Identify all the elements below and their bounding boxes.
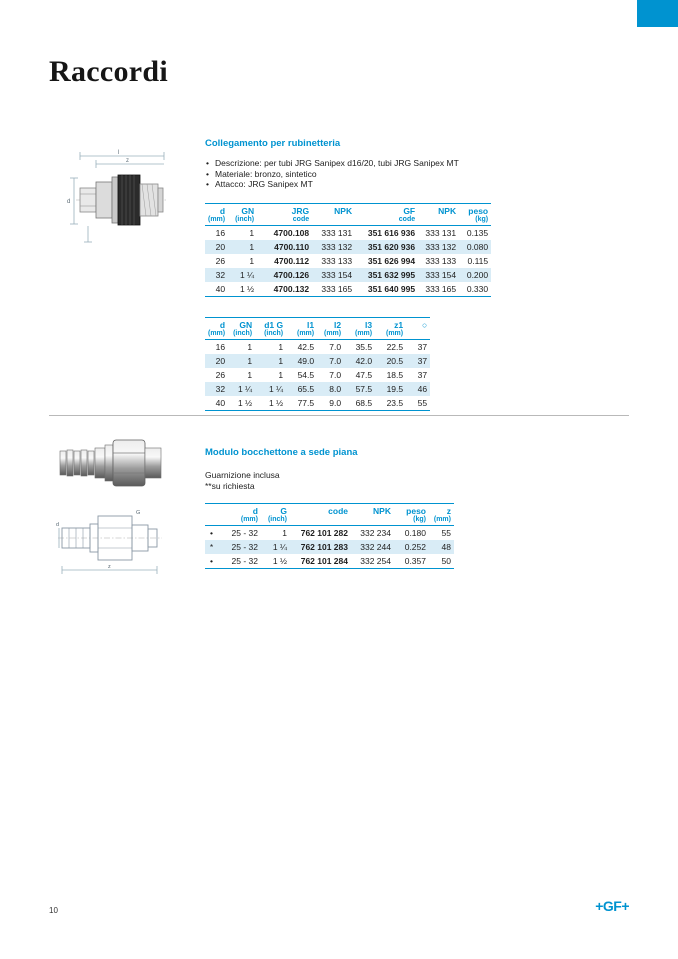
table-row xyxy=(205,382,430,396)
table-row xyxy=(205,396,430,411)
column-unit: (mm) xyxy=(375,330,406,340)
table-cell: 42.0 xyxy=(344,354,375,368)
column-unit: (inch) xyxy=(228,330,255,340)
table-cell: 46 xyxy=(406,382,430,396)
table-cell: 4700.112 xyxy=(274,255,310,266)
table-cell: 0.357 xyxy=(404,556,426,566)
column-unit: (inch) xyxy=(261,516,290,526)
table-cell: 1 ¼ xyxy=(255,382,286,396)
table-cell: 1 xyxy=(255,354,286,368)
table-cell: 25 - 32 xyxy=(231,528,258,538)
column-unit: (mm) xyxy=(344,330,375,340)
module-order-table xyxy=(205,503,454,569)
table-cell: 4700.110 xyxy=(257,240,312,254)
table-cell: 351 616 936 xyxy=(367,227,416,238)
column-header: code xyxy=(328,506,348,516)
table-cell: 54.5 xyxy=(297,369,315,380)
table-cell: 333 132 xyxy=(418,240,459,254)
table-cell: 1 xyxy=(228,354,255,368)
table-cell: 1 xyxy=(249,255,255,266)
column-unit: (inch) xyxy=(255,330,286,340)
table-cell: 1 ¼ xyxy=(228,382,255,396)
table-cell: 37 xyxy=(417,369,428,380)
table-cell: 37 xyxy=(417,341,428,352)
column-header: z1 xyxy=(394,319,404,330)
table-row xyxy=(205,540,454,554)
column-header: l2 xyxy=(334,319,342,330)
table-row xyxy=(205,354,430,368)
table-cell: 333 154 xyxy=(312,268,355,282)
column-header: d xyxy=(219,205,226,216)
table-cell: 333 133 xyxy=(321,255,353,266)
table-cell: 333 131 xyxy=(321,227,353,238)
table-cell: 18.5 xyxy=(386,369,404,380)
column-unit xyxy=(290,516,351,526)
column-header: GF xyxy=(403,205,416,216)
table-cell: 4700.132 xyxy=(273,283,310,294)
table-cell: 26 xyxy=(215,369,226,380)
table-cell: 68.5 xyxy=(355,397,373,408)
table-cell: 16 xyxy=(215,227,226,238)
table-cell: 37 xyxy=(406,354,430,368)
table-cell: 26 xyxy=(215,255,226,266)
column-header: d1 G xyxy=(264,319,284,330)
table-cell: 762 101 282 xyxy=(300,528,348,538)
fitting-section-drawing xyxy=(66,146,182,250)
table-cell: 7.0 xyxy=(317,354,344,368)
notes-block xyxy=(205,470,497,491)
table-cell: 332 254 xyxy=(360,556,391,566)
table-cell: 351 620 936 xyxy=(355,240,418,254)
column-unit xyxy=(351,516,394,526)
table-cell: 1 ½ xyxy=(237,397,253,408)
table-cell: 4700.126 xyxy=(257,268,312,282)
column-header: d xyxy=(252,506,258,516)
table-cell: 55 xyxy=(417,397,428,408)
table-cell: 1 xyxy=(228,240,257,254)
column-header: peso xyxy=(406,506,426,516)
table-cell: 1 xyxy=(282,528,287,538)
table-cell: 351 632 995 xyxy=(355,268,418,282)
table-cell: 0.080 xyxy=(459,240,491,254)
section-heading: Collegamento per rubinetteria xyxy=(205,138,341,149)
dim-label-z: z xyxy=(108,564,111,570)
section-heading: Modulo bocchettone a sede piana xyxy=(205,447,358,458)
column-unit: code xyxy=(355,216,418,226)
table-cell: 0.115 xyxy=(467,255,489,266)
bullet-item: • Materiale: bronzo, sintetico xyxy=(206,169,497,180)
column-header: NPK xyxy=(438,205,457,216)
table-cell: 333 165 xyxy=(321,283,353,294)
table-cell: 19.5 xyxy=(375,382,406,396)
column-header: peso xyxy=(468,205,489,216)
table-cell: 25 - 32 xyxy=(218,540,261,554)
dim-label-l: l xyxy=(118,150,120,156)
column-header: NPK xyxy=(373,506,391,516)
note-guarnizione: Guarnizione inclusa xyxy=(205,470,280,480)
note-su-richiesta: **su richiesta xyxy=(205,480,255,491)
table-cell: 49.0 xyxy=(286,354,317,368)
table-cell: 50 xyxy=(441,556,451,566)
table-cell: 762 101 284 xyxy=(300,556,348,566)
bullet-item: • Attacco: JRG Sanipex MT xyxy=(206,179,497,190)
table-cell: 20 xyxy=(205,240,228,254)
column-header: l3 xyxy=(365,319,373,330)
table-cell: 48 xyxy=(429,540,454,554)
section-divider xyxy=(49,415,629,416)
order-codes-table xyxy=(205,203,491,297)
table-cell: 0.330 xyxy=(466,283,489,294)
column-unit: (kg) xyxy=(459,216,491,226)
table-cell: 1 ½ xyxy=(239,283,255,294)
table-cell: 351 640 995 xyxy=(367,283,416,294)
table-cell: 333 165 xyxy=(425,283,457,294)
table-cell: 23.5 xyxy=(386,397,404,408)
table-cell: 7.0 xyxy=(329,341,342,352)
table-cell: 25 - 32 xyxy=(231,556,258,566)
table-cell: 1 ½ xyxy=(272,556,287,566)
table-cell: 1 xyxy=(247,369,253,380)
column-header: GN xyxy=(241,205,255,216)
table-cell: 8.0 xyxy=(317,382,344,396)
column-unit: code xyxy=(257,216,312,226)
column-unit: (kg) xyxy=(394,516,429,526)
table-cell: 40 xyxy=(215,283,226,294)
table-cell: 1 xyxy=(278,369,284,380)
dim-label-d: d xyxy=(56,522,60,528)
table-row xyxy=(205,254,491,268)
fitting-photo-image xyxy=(56,431,170,495)
table-cell: 20 xyxy=(205,354,228,368)
column-header: JRG xyxy=(291,205,310,216)
table-row xyxy=(205,554,454,569)
dim-label-d: d xyxy=(67,199,71,205)
column-header: ○ xyxy=(421,319,428,330)
column-header: d xyxy=(219,319,226,330)
column-header: GN xyxy=(239,319,253,330)
column-unit: (mm) xyxy=(317,330,344,340)
column-header: NPK xyxy=(334,205,353,216)
column-unit: (mm) xyxy=(429,516,454,526)
column-unit: (mm) xyxy=(218,516,261,526)
column-header xyxy=(205,504,218,517)
table-cell: 4700.108 xyxy=(273,227,310,238)
description-bullet-list xyxy=(206,158,497,190)
table-row xyxy=(205,268,491,282)
corner-accent-block xyxy=(637,0,678,27)
table-cell: 40 xyxy=(215,397,226,408)
page-number: 10 xyxy=(49,906,58,915)
table-row xyxy=(205,526,454,541)
table-cell: 77.5 xyxy=(297,397,315,408)
page-title: Raccordi xyxy=(49,55,169,88)
table-cell: 0.200 xyxy=(459,268,491,282)
table-cell: 1 xyxy=(247,341,253,352)
column-header: z xyxy=(446,506,451,516)
column-unit: (mm) xyxy=(205,330,228,340)
fitting-outline-drawing xyxy=(56,502,172,577)
table-cell: 1 ½ xyxy=(268,397,284,408)
column-unit: (mm) xyxy=(205,216,228,226)
table-cell: • xyxy=(210,528,213,538)
column-unit: (inch) xyxy=(228,216,257,226)
dimensions-table xyxy=(205,317,430,411)
table-cell: 351 626 994 xyxy=(367,255,416,266)
table-cell: 1 ¼ xyxy=(261,540,290,554)
table-cell: 22.5 xyxy=(386,341,404,352)
table-cell: 332 234 xyxy=(360,528,391,538)
dim-label-z: z xyxy=(126,158,129,164)
table-cell: 1 xyxy=(278,341,284,352)
column-header: G xyxy=(280,506,287,516)
table-row xyxy=(205,339,430,354)
table-cell: 1 xyxy=(249,227,255,238)
table-cell: 0.252 xyxy=(394,540,429,554)
table-cell: 332 244 xyxy=(351,540,394,554)
table-cell: * xyxy=(205,540,218,554)
table-cell: 333 133 xyxy=(425,255,457,266)
column-unit xyxy=(406,330,430,340)
table-cell: 65.5 xyxy=(286,382,317,396)
column-unit xyxy=(418,216,459,226)
column-unit: (mm) xyxy=(286,330,317,340)
table-cell: 47.5 xyxy=(355,369,373,380)
table-cell: 32 xyxy=(205,268,228,282)
column-unit xyxy=(312,216,355,226)
table-cell: 333 132 xyxy=(312,240,355,254)
column-unit xyxy=(205,516,218,526)
table-cell: 333 131 xyxy=(425,227,457,238)
table-cell: 57.5 xyxy=(344,382,375,396)
section-bocchettone xyxy=(205,447,497,569)
table-cell: 9.0 xyxy=(329,397,342,408)
table-cell: 7.0 xyxy=(329,369,342,380)
table-cell: 333 154 xyxy=(418,268,459,282)
section-rubinetteria xyxy=(205,138,497,411)
gf-logo: +GF+ xyxy=(595,898,629,914)
column-header: l1 xyxy=(307,319,315,330)
table-cell: 42.5 xyxy=(297,341,315,352)
dim-label-g: G xyxy=(136,510,141,516)
table-cell: 16 xyxy=(215,341,226,352)
table-row xyxy=(205,240,491,254)
table-cell: 0.180 xyxy=(404,528,426,538)
table-row xyxy=(205,225,491,240)
table-cell: 55 xyxy=(441,528,451,538)
table-cell: 0.135 xyxy=(466,227,489,238)
table-cell: 35.5 xyxy=(355,341,373,352)
table-cell: 20.5 xyxy=(375,354,406,368)
bullet-item: • Descrizione: per tubi JRG Sanipex d16/20, tubi JRG Sanipex MT xyxy=(206,158,497,169)
table-row xyxy=(205,282,491,297)
table-cell: 1 ¼ xyxy=(228,268,257,282)
table-cell: 32 xyxy=(205,382,228,396)
table-cell: 762 101 283 xyxy=(290,540,351,554)
table-row xyxy=(205,368,430,382)
table-cell: • xyxy=(210,556,213,566)
